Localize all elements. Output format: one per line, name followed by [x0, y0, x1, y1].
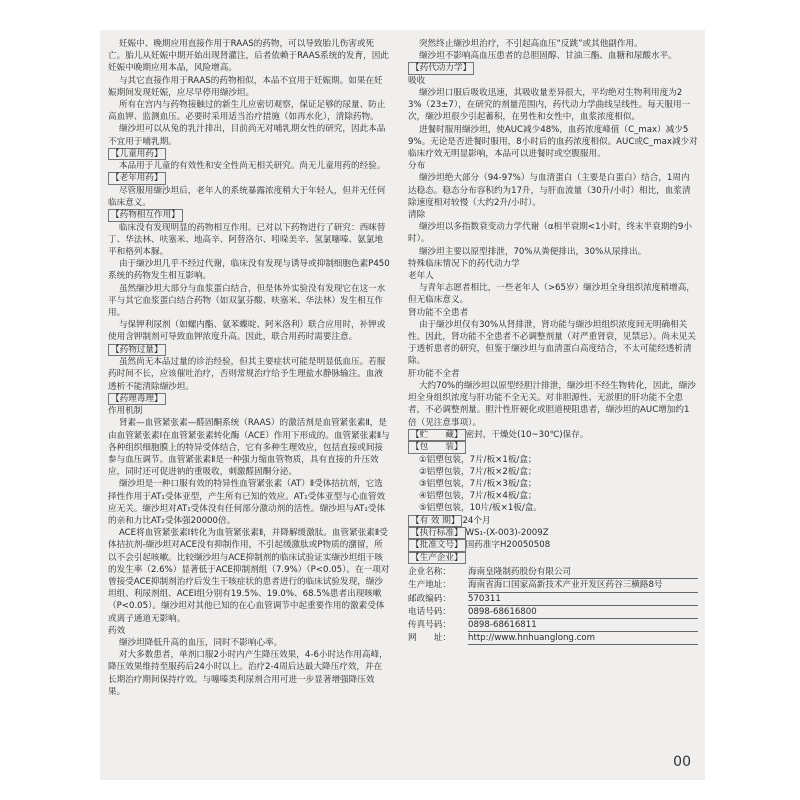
- leaflet-page: [100, 30, 705, 780]
- right_column-paragraph: 肾功能不全患者: [408, 307, 469, 318]
- right_column-paragraph: 缬沙坦以多指数衰变动力学代谢（α相半衰期<1小时，终末半衰期约9小时）。: [408, 222, 692, 245]
- left_column-paragraph: 临床没有发现明显的药物相互作用。已对以下药物进行了研究：西咪替丁、华法林、呋塞米、地高辛、阿替洛尔、吲哚美辛、氢氯噻嗪、氨氯地平和格列本脲。: [108, 222, 386, 258]
- right_column-paragraph: ②铝塑包装，7片/板×2板/盒；: [408, 466, 537, 477]
- section-label: 【药理毒理】: [108, 393, 166, 405]
- right_column-paragraph: 与青年志愿者相比，一些老年人（>65岁）缬沙坦全身组织浓度稍增高，但无临床意义。: [408, 283, 695, 306]
- left_column-section-heading: [108, 393, 390, 405]
- info-label: 传真号码：: [408, 619, 451, 630]
- company-info-row: [408, 619, 698, 632]
- right_column-section-heading: [408, 441, 698, 453]
- section-value: 密封，干燥处(10~30℃)保存。: [465, 429, 589, 440]
- right_column-section-line: [408, 429, 698, 441]
- left_column-paragraph: 对大多数患者，单剂口服2小时内产生降压效果，4-6小时达作用高峰，降压效果维持至服药后24小时以上。治疗2-4周后达最大降压疗效，并在长期治疗期间保持疗效。与噻嗪类利尿剂合用可进一步显著增强降压效果。: [108, 650, 388, 697]
- right_column-section-line: [408, 539, 698, 551]
- left_column-paragraph: 虽然缬沙坦大部分与血浆蛋白结合，但是体外实验没有发现它在这一水平与其它血浆蛋白结合药物（如双氯芬酸、呋塞米、华法林）发生相互作用。: [108, 283, 386, 319]
- info-value: 海南皇隆制药股份有限公司: [468, 566, 698, 579]
- right_column-paragraph: 特殊临床情况下的药代动力学: [408, 258, 520, 269]
- info-value: http://www.hnhuanglong.com: [468, 632, 698, 645]
- right_column-paragraph: 老年人: [408, 271, 434, 282]
- company-info-row: [408, 606, 698, 619]
- section-label: 【药物相互作用】: [108, 209, 183, 221]
- info-value: 海南省海口国家高新技术产业开发区药谷三横路8号: [468, 579, 698, 592]
- right_column-paragraph: ③铝塑包装，7片/板×3板/盒；: [408, 478, 537, 489]
- left_column-paragraph: 缬沙坦降低升高的血压，同时不影响心率。: [108, 637, 283, 648]
- info-label: 生产地址：: [408, 580, 451, 591]
- right_column-section-heading: [408, 62, 698, 74]
- right_column-paragraph: 肝功能不全者: [408, 368, 460, 379]
- section-label: 【老年用药】: [108, 172, 166, 184]
- section-label: 【药物过量】: [108, 344, 166, 356]
- company-info-row: [408, 632, 698, 645]
- left_column-paragraph: 缬沙坦可以从兔的乳汁排出，目前尚无对哺乳期女性的研究，因此本品不宜用于哺乳期。: [108, 124, 386, 147]
- left_column-paragraph: 缬沙坦是一种口服有效的特异性血管紧张素（AT）Ⅱ受体拮抗剂，它选择性作用于AT₁受体亚型，产生所有已知的效应。AT₁受体亚型与心血管效应无关。缬沙坦对AT₁受体没有任何部分激动剂的活性。缬沙坦与AT₁受体的亲和力比AT₂受体强20000倍。: [108, 479, 386, 526]
- info-label: 网 址：: [408, 633, 451, 644]
- right_column-paragraph: 缬沙坦主要以原型排泄，70%从粪便排出，30%从尿排出。: [408, 246, 647, 257]
- section-label: 【儿童用药】: [108, 148, 166, 160]
- info-label: 邮政编码：: [408, 593, 451, 604]
- right_column-paragraph: 缬沙坦不影响高血压患者的总胆固醇、甘油三酯、血糖和尿酸水平。: [408, 51, 677, 62]
- right_column-paragraph: ①铝塑包装，7片/板×1板/盒；: [408, 454, 537, 465]
- section-value: 国药准字H20050508: [465, 540, 551, 551]
- section-value: 24个月: [462, 515, 491, 526]
- left_column-paragraph: 与其它直接作用于RAAS的药物相似，本品不宜用于妊娠期。如果在妊娠期间发现妊娠，应尽早停用缬沙坦。: [108, 75, 383, 98]
- right_column-section-line: [408, 515, 698, 527]
- section-label: 【执行标准】: [408, 527, 466, 539]
- info-value: 0898-68616811: [468, 619, 698, 632]
- info-value: 0898-68616800: [468, 606, 698, 619]
- left_column-paragraph: 尽管服用缬沙坦后，老年人的系统暴露浓度稍大于年轻人，但并无任何临床意义。: [108, 185, 386, 209]
- page-number: 00: [673, 754, 691, 770]
- right_column-paragraph: 缬沙坦绝大部分（94-97%）与血清蛋白（主要是白蛋白）结合，1周内达稳态。稳态分布容积约为17升，与肝血流量（30升/小时）相比，血浆清除速度相对较慢（大约2升/小时）。: [408, 173, 691, 208]
- left_column-paragraph: 虽然尚无本品过量的诊治经验，但其主要症状可能是明显低血压。若服药时间不长，应该催吐治疗，否则常规治疗给予生理盐水静脉输注。血液透析不能清除缬沙坦。: [108, 357, 386, 392]
- right_column-paragraph: 吸收: [408, 75, 426, 86]
- company-info-row: [408, 593, 698, 606]
- left_column-paragraph: 本品用于儿童的有效性和安全性尚无相关研究。尚无儿童用药的经验。: [108, 161, 386, 172]
- section-label: 【批准文号】: [408, 539, 466, 551]
- right_column-section-line: [408, 527, 698, 539]
- section-label: 【贮 藏】: [408, 429, 466, 441]
- right_column-section-heading: [408, 552, 698, 564]
- right_column-paragraph: 分布: [408, 161, 426, 172]
- right_column-paragraph: 进餐时服用缬沙坦，使AUC减少48%，血药浓度峰值（C_max）减少59%。无论是否进餐时服用，8小时后的血药浓度相似。AUC或C_max减少对临床疗效无明显影响，本品可以进餐时或空腹服用。: [408, 124, 698, 160]
- right_column-paragraph: 突然终止缬沙坦治疗，不引起高血压“反跳”或其他副作用。: [408, 39, 643, 49]
- section-label: 【生产企业】: [408, 552, 466, 564]
- left_column-paragraph: ACE将血管紧张素Ⅰ转化为血管紧张素Ⅱ，并降解缓激肽。血管紧张素Ⅱ受体拮抗剂-缬沙坦对ACE没有抑制作用，不引起缓激肽或P物质的潴留，所以不会引起咳嗽。比较缬沙坦与ACE抑制剂的临床试验证实缬沙坦组干咳的发生率（2.6%）显著低于ACE抑制剂组（7.9%）（P<0.05）。在一项对曾接受ACE抑制剂治疗后发生干咳症状的患者进行的临床试验发现，缬沙坦组、利尿剂组、ACEI组分别有19.5%、19.0%、68.5%患者出现咳嗽（P<0.05）。缬沙坦对其他已知的在心血管调节中起重要作用的激素受体或离子通道无影响。: [108, 528, 390, 624]
- left_column-paragraph: 与保钾利尿剂（如螺内酯、氨苯蝶啶、阿米洛利）联合应用时，补钾或使用含钾制剂可导致血钾浓度升高。因此，联合用药时需要注意。: [108, 320, 386, 343]
- left_column-paragraph: 妊娠中、晚期应用直接作用于RAAS的药物，可以导致胎儿伤害或死亡。胎儿从妊娠中期开始出现肾灌注，后者依赖于RAAS系统的发育，因此妊娠中晚期应用本品，风险增高。: [108, 39, 389, 74]
- left_column-paragraph: 肾素—血管紧张素—醛固酮系统（RAAS）的激活剂是血管紧张素Ⅱ，是由血管紧张素Ⅰ在血管紧张素转化酶（ACE）作用下形成的。血管紧张素Ⅱ与各种组织细胞膜上的特异受体结合，它有多种生理效应，包括直接或间接参与血压调节。血管紧张素Ⅱ是一种强力缩血管物质，具有直接的升压效应，同时还可促进钠的重吸收，刺激醛固酮分泌。: [108, 418, 390, 478]
- info-value: 570311: [468, 593, 698, 606]
- left-column: [108, 38, 390, 698]
- right_column-paragraph: ④铝塑包装，7片/板×4板/盒；: [408, 491, 537, 502]
- section-label: 【药代动力学】: [408, 62, 474, 74]
- section-value: WS₁-(X-003)-2009Z: [465, 527, 549, 538]
- right-column-text: [408, 38, 698, 564]
- left_column-paragraph: 作用机制: [108, 406, 143, 417]
- right_column-paragraph: 由于缬沙坦仅有30%从肾排泄，肾功能与缬沙坦组织浓度间无明确相关性。因此，肾功能不全患者不必调整剂量（对严重肾衰，见禁忌）。尚未见关于透析患者的研究，但鉴于缬沙坦与血清蛋白高度结合，不太可能经透析清除。: [408, 319, 696, 367]
- left_column-section-heading: [108, 344, 390, 356]
- left_column-paragraph: 由于缬沙坦几乎不经过代谢，临床没有发现与诱导或抑制细胞色素P450系统的药物发生相互影响。: [108, 259, 390, 282]
- company-info-row: [408, 579, 698, 592]
- company-info-row: [408, 566, 698, 579]
- left_column-paragraph: 所有在宫内与药物接触过的新生儿应密切观察，保证足够的尿量、防止高血钾、监测血压。必要时采用适当治疗措施（如再水化），清除药物。: [108, 100, 386, 123]
- right-column: [408, 38, 698, 645]
- right_column-paragraph: 大约70%的缬沙坦以原型经胆汁排泄，缬沙坦不经生物转化，因此，缬沙坦全身组织浓度与肝功能不全无关。对非胆源性、无淤胆的肝功能不全患者，不必调整剂量。胆汁性肝硬化或胆道梗阻患者，缬沙坦的AUC增加约1倍（见注意事项）。: [408, 380, 696, 428]
- info-label: 企业名称：: [408, 567, 451, 578]
- left_column-section-heading: [108, 209, 390, 221]
- right_column-paragraph: 清除: [408, 210, 426, 221]
- right_column-paragraph: 缬沙坦口服后吸收迅速，其吸收量差异很大，平均绝对生物利用度为23%（23±7），在研究的剂量范围内，药代动力学曲线呈线性。每天服用一次，缬沙坦很少引起蓄积，在男性和女性中，血浆浓度相似。: [408, 88, 691, 123]
- section-label: 【包 装】: [408, 441, 466, 453]
- section-label: 【有 效 期】: [408, 515, 462, 527]
- left_column-section-heading: [108, 148, 390, 160]
- left_column-section-heading: [108, 172, 390, 184]
- company-info: [408, 566, 698, 645]
- info-label: 电话号码：: [408, 606, 451, 617]
- left_column-paragraph: 药效: [108, 625, 126, 636]
- right_column-paragraph: ⑤铝塑包装，10片/板×1板/盒。: [408, 503, 542, 514]
